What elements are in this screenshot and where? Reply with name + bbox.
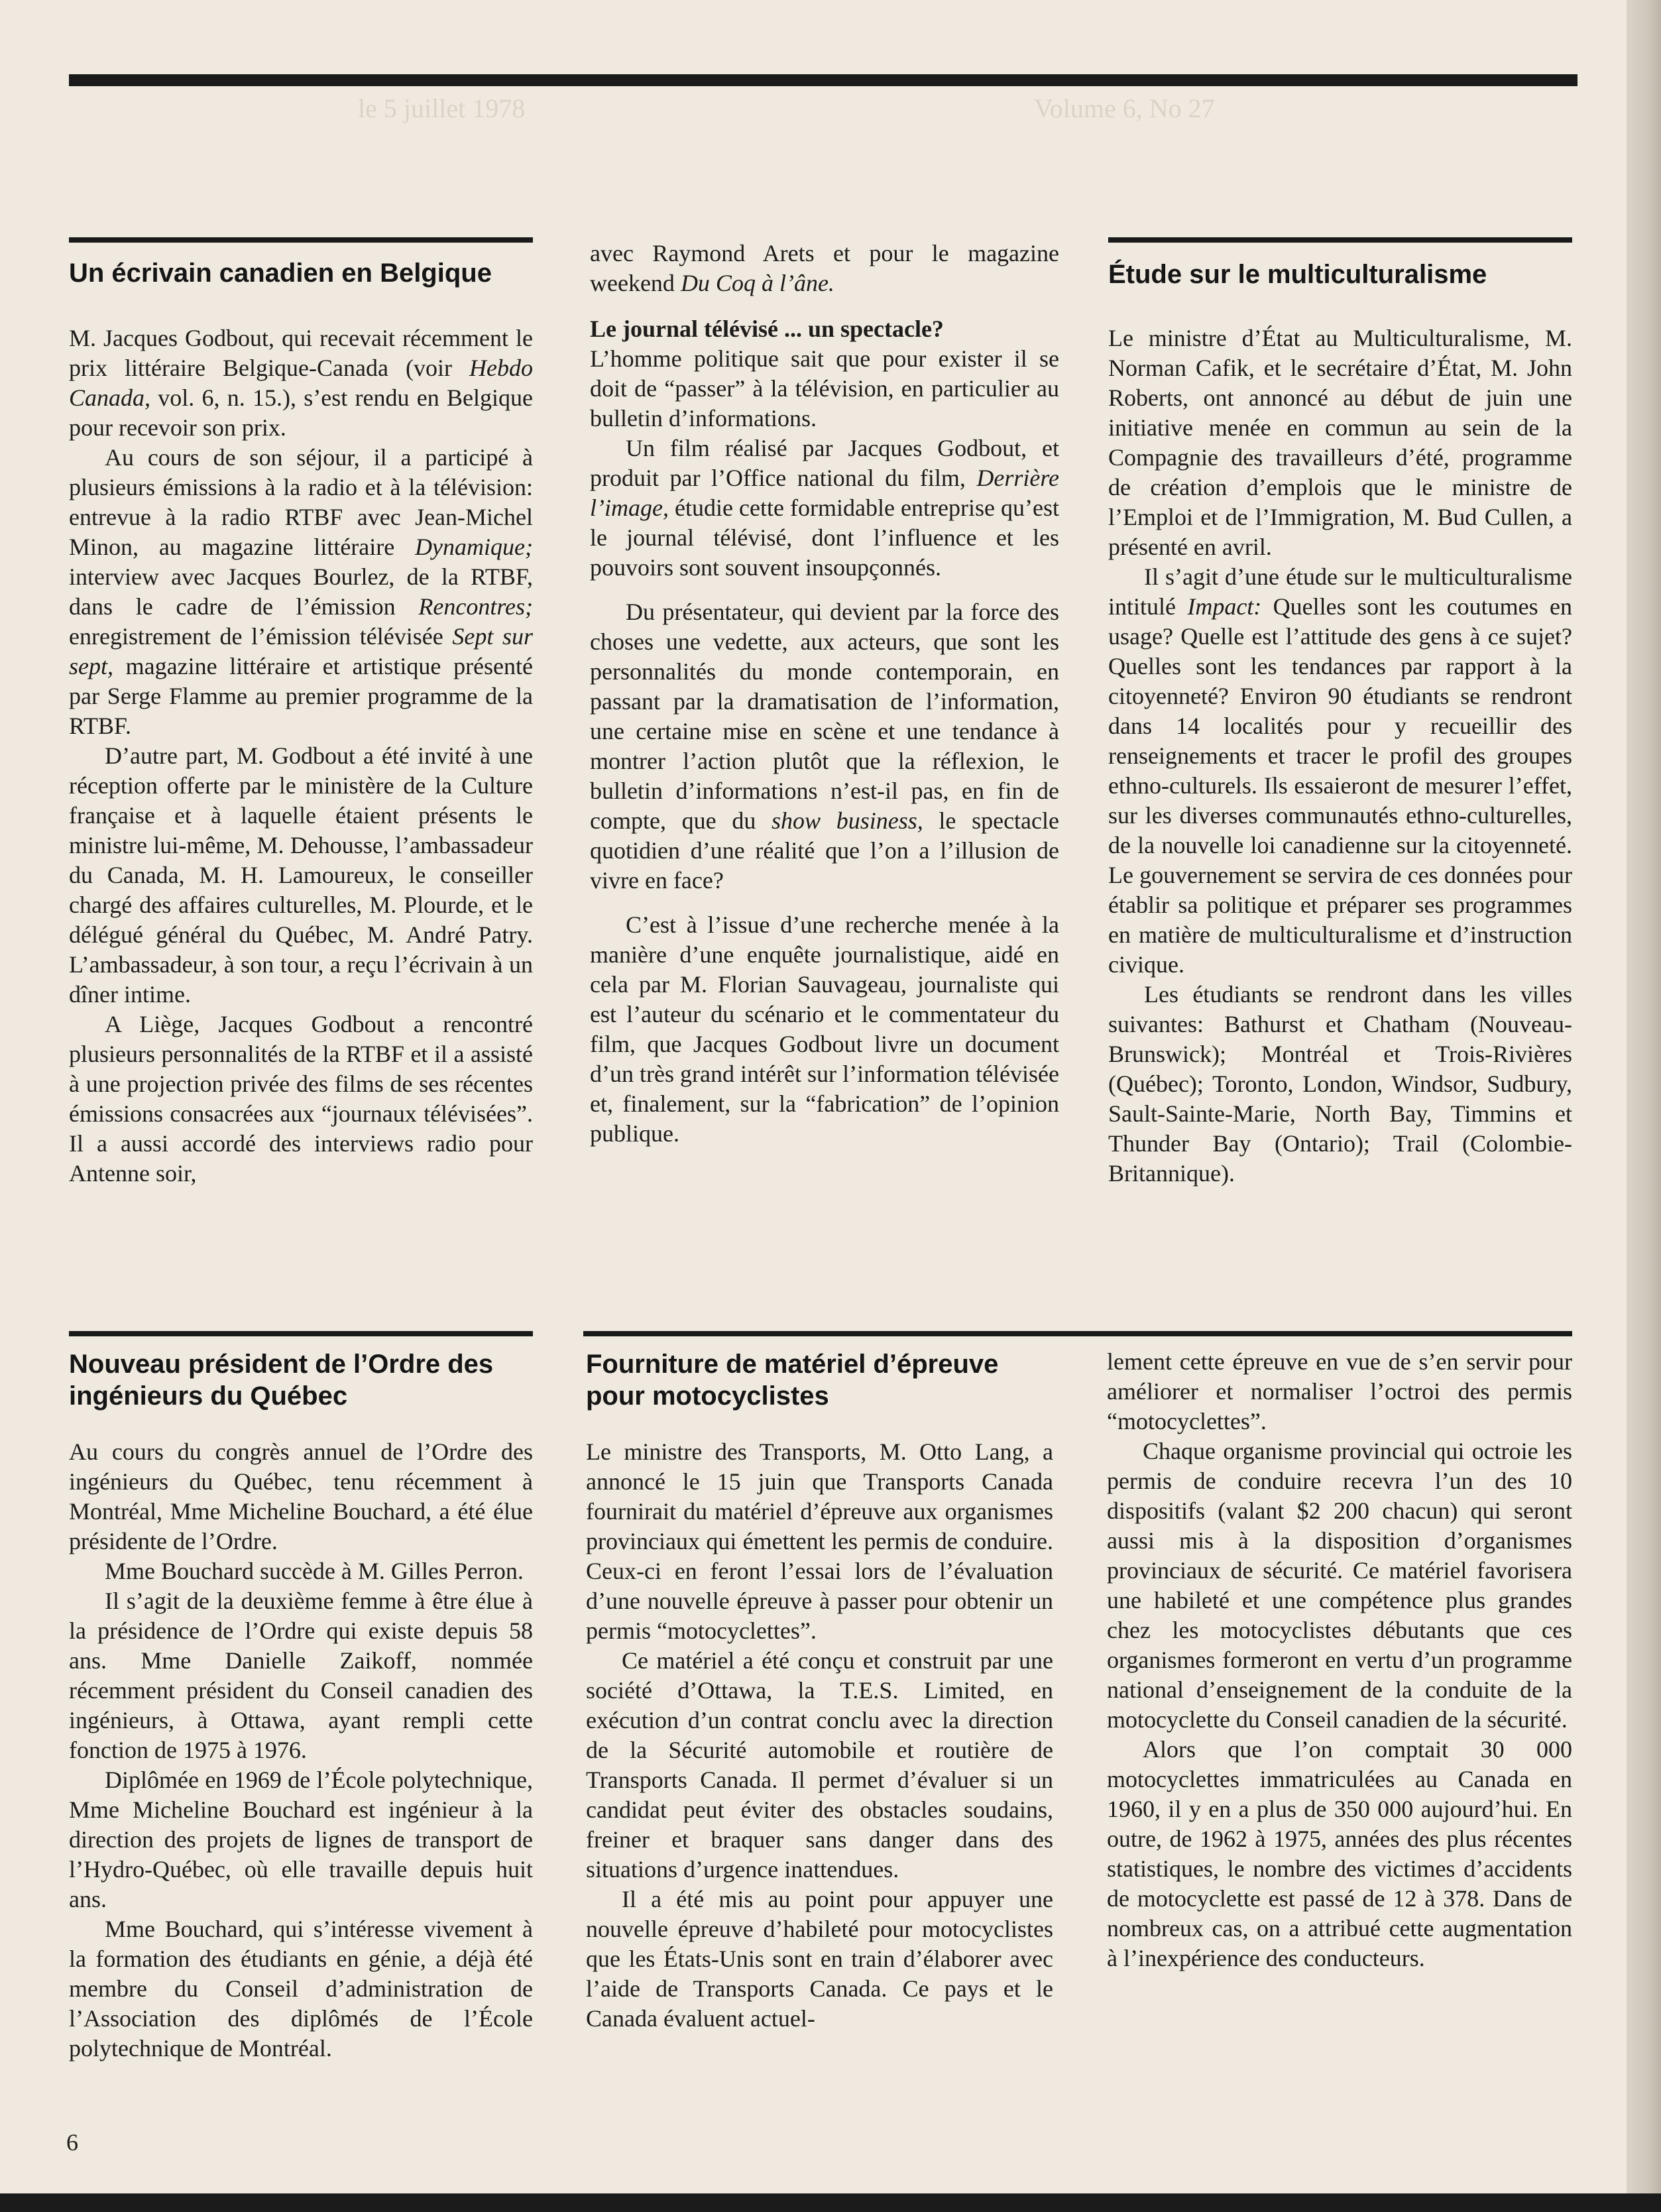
article2-column bbox=[1108, 323, 1572, 1189]
bottom-bar bbox=[0, 2193, 1661, 2212]
article3-paragraph: Mme Bouchard, qui s’intéresse vivement à la formation des étudiants en génie, a déjà été membre du Conseil d’administration de l’Association des diplômés de l’École polytechnique de Montréal. bbox=[69, 1916, 533, 2062]
article3-paragraph: Mme Bouchard succède à M. Gilles Perron. bbox=[105, 1558, 524, 1584]
article4-rule bbox=[583, 1331, 1572, 1336]
article3-title: Nouveau président de l’Ordre des ingénieurs du Québec bbox=[69, 1350, 494, 1411]
article1-column-1 bbox=[69, 323, 533, 1189]
article4-column-1 bbox=[586, 1437, 1053, 2034]
article1-paragraph: A Liège, Jacques Godbout a rencontré plusieurs personnalités de la RTBF et il a assisté à une projection privée des films de ses récentes émissions consacrées aux “journaux télévisées”. Il a aussi accordé des interviews radio pour Antenne soir, bbox=[69, 1011, 533, 1187]
article4-paragraph: Le ministre des Transports, M. Otto Lang, a annoncé le 15 juin que Transports Canada fournirait du matériel d’épreuve aux organismes provinciaux qui émettent les permis de conduire. Ceux-ci en feront l’essai lors de l’évaluation d’une nouvelle épreuve à passer pour obtenir un permis “motocyclettes”. bbox=[586, 1438, 1053, 1644]
article1-title: Un écrivain canadien en Belgique bbox=[69, 259, 492, 288]
article3-paragraph: Au cours du congrès annuel de l’Ordre des ingénieurs du Québec, tenu récemment à Montréal, Mme Micheline Bouchard, a été élue présidente de l’Ordre. bbox=[69, 1438, 533, 1554]
article2-paragraph: Le ministre d’État au Multiculturalisme, M. Norman Cafik, et le secrétaire d’État, M. John Roberts, ont annoncé au début de juin une initiative menée en commun au sein de la Compagnie des travailleurs d’été, programme de création d’emplois que le ministre de l’Emploi et de l’Immigration, M. Bud Cullen, a présenté en avril. bbox=[1108, 325, 1572, 560]
article2-rule bbox=[1108, 237, 1572, 243]
article1-paragraph: C’est à l’issue d’une recherche menée à la manière d’une enquête journalistique, aidé en cela par M. Florian Sauvageau, journaliste qui est l’auteur du scénario et le commentateur du film, que Jacques Godbout livre un document d’un très grand intérêt sur l’information télévisée et, finalement, sur la “fabrication” de l’opinion publique. bbox=[590, 911, 1059, 1147]
article1-paragraph: D’autre part, M. Godbout a été invité à une réception offerte par le ministère de la Culture française et à laquelle étaient présents le ministre lui-même, M. Dehousse, l’ambassadeur du Canada, M. H. Lamoureux, le conseiller chargé des affaires culturelles, M. Plourde, et le délégué général du Québec, M. André Patry. L’ambassadeur, à son tour, a reçu l’écrivain à un dîner intime. bbox=[69, 742, 533, 1008]
article3-paragraph: Il s’agit de la deuxième femme à être élue à la présidence de l’Ordre qui existe depuis 58 ans. Mme Danielle Zaikoff, nommée récemment président du Conseil canadien des ingénieurs, à Ottawa, ayant rempli cette fonction de 1975 à 1976. bbox=[69, 1588, 533, 1763]
article1-rule bbox=[69, 237, 533, 243]
article4-paragraph: Il a été mis au point pour appuyer une nouvelle épreuve d’habileté pour motocyclistes que les États-Unis sont en train d’élaborer avec l’aide de Transports Canada. Ce pays et le Canada évaluent actuel- bbox=[586, 1886, 1053, 2032]
bleed-date: le 5 juillet 1978 bbox=[358, 93, 526, 123]
article2-title: Étude sur le multiculturalisme bbox=[1108, 260, 1487, 289]
article1-paragraph: Au cours de son séjour, il a participé à plusieurs émissions à la radio et à la télévision: entrevue à la radio RTBF avec Jean-Michel Minon, au magazine littéraire Dynamique; interview avec Jacques Bourlez, de la RTBF, dans le cadre de l’émission Rencontres; enregistrement de l’émission télévisée Sept sur sept, magazine littéraire et artistique présenté par Serge Flamme au premier programme de la RTBF. bbox=[69, 444, 534, 739]
top-rule bbox=[69, 74, 1577, 86]
article4-paragraph: lement cette épreuve en vue de s’en servir pour améliorer et normaliser l’octroi des permis “motocyclettes”. bbox=[1107, 1348, 1572, 1434]
page-number: 6 bbox=[66, 2129, 78, 2156]
article3-column bbox=[69, 1437, 533, 2064]
article1-subheading: Le journal télévisé ... un spectacle? bbox=[590, 316, 944, 342]
article1-paragraph: L’homme politique sait que pour exister il se doit de “passer” à la télévision, en particulier au bulletin d’informations. bbox=[590, 345, 1059, 432]
article2-paragraph: Il s’agit d’une étude sur le multiculturalisme intitulé Impact: Quelles sont les coutumes en usage? Quelle est l’attitude des gens à ce sujet? Quelles sont les tendances par rapport à la citoyenneté? Environ 90 étudiants se rendront dans 14 localités pour y recueillir des renseignements et tracer le profil des groupes ethno-culturels. Ils essaieront de mesurer l’effet, sur les diverses communautés ethno-culturelles, de la nouvelle loi canadienne sur la citoyenneté. Le gouvernement se servira de ces données pour établir sa politique et préparer ses programmes en matière de multiculturalisme et d’instruction civique. bbox=[1108, 563, 1572, 978]
bleed-masthead: Volume 6, No 27 bbox=[1034, 93, 1215, 123]
article1-paragraph: Un film réalisé par Jacques Godbout, et produit par l’Office national du film, Derrière l’image, étudie cette formidable entreprise qu’est le journal télévisé, dont l’influence et les pouvoirs sont souvent insoupçonnés. bbox=[590, 435, 1059, 581]
page-edge bbox=[1627, 0, 1661, 2212]
article4-column-2 bbox=[1107, 1347, 1572, 1973]
article1-column-2 bbox=[590, 239, 1059, 1149]
article4-paragraph: Alors que l’on comptait 30 000 motocyclettes immatriculées au Canada en 1960, il y en a plus de 350 000 aujourd’hui. En outre, de 1962 à 1975, années des plus récentes statistiques, le nombre des victimes d’accidents de motocyclette est passé de 12 à 378. Dans de nombreux cas, on a attribué cette augmentation à l’inexpérience des conducteurs. bbox=[1107, 1736, 1572, 1971]
article4-paragraph: Chaque organisme provincial qui octroie les permis de conduire recevra l’un des 10 dispositifs (valant $2 200 chacun) qui seront aussi mis à la disposition d’organismes provinciaux de sécurité. Ce matériel favorisera une habileté et une compétence plus grandes chez les motocyclistes débutants que ces organismes formeront en vertu d’un programme national d’enseignement de la conduite de la motocyclette du Conseil canadien de la sécurité. bbox=[1107, 1438, 1572, 1733]
article1-paragraph: avec Raymond Arets et pour le magazine weekend Du Coq à l’âne. bbox=[590, 240, 1059, 296]
article1-paragraph: M. Jacques Godbout, qui recevait récemment le prix littéraire Belgique-Canada (voir Hebdo Canada, vol. 6, n. 15.), s’est rendu en Belgique pour recevoir son prix. bbox=[69, 325, 533, 441]
article2-paragraph: Les étudiants se rendront dans les villes suivantes: Bathurst et Chatham (Nouveau-Brunswick); Montréal et Trois-Rivières (Québec); Toronto, London, Windsor, Sudbury, Sault-Sainte-Marie, North Bay, Timmins et Thunder Bay (Ontario); Trail (Colombie-Britannique). bbox=[1108, 981, 1572, 1187]
article4-paragraph: Ce matériel a été conçu et construit par une société d’Ottawa, la T.E.S. Limited, en exécution d’un contrat conclu avec la direction de la Sécurité automobile et routière de Transports Canada. Il permet d’évaluer si un candidat peut éviter des obstacles soudains, freiner et braquer sans danger dans des situations d’urgence inattendues. bbox=[586, 1647, 1053, 1883]
article1-paragraph: Du présentateur, qui devient par la force des choses une vedette, aux acteurs, que sont les personnalités du monde contemporain, en passant par la dramatisation de l’information, une certaine mise en scène et une tendance à montrer l’action plutôt que la réflexion, le bulletin d’informations n’est-il pas, en fin de compte, que du show business, le spectacle quotidien d’une réalité que l’on a l’illusion de vivre en face? bbox=[590, 599, 1059, 894]
article3-paragraph: Diplômée en 1969 de l’École polytechnique, Mme Micheline Bouchard est ingénieur à la direction des projets de lignes de transport de l’Hydro-Québec, où elle travaille depuis huit ans. bbox=[69, 1767, 533, 1912]
article3-rule bbox=[69, 1331, 533, 1336]
article4-title: Fourniture de matériel d’épreuve pour motocyclistes bbox=[586, 1350, 999, 1411]
